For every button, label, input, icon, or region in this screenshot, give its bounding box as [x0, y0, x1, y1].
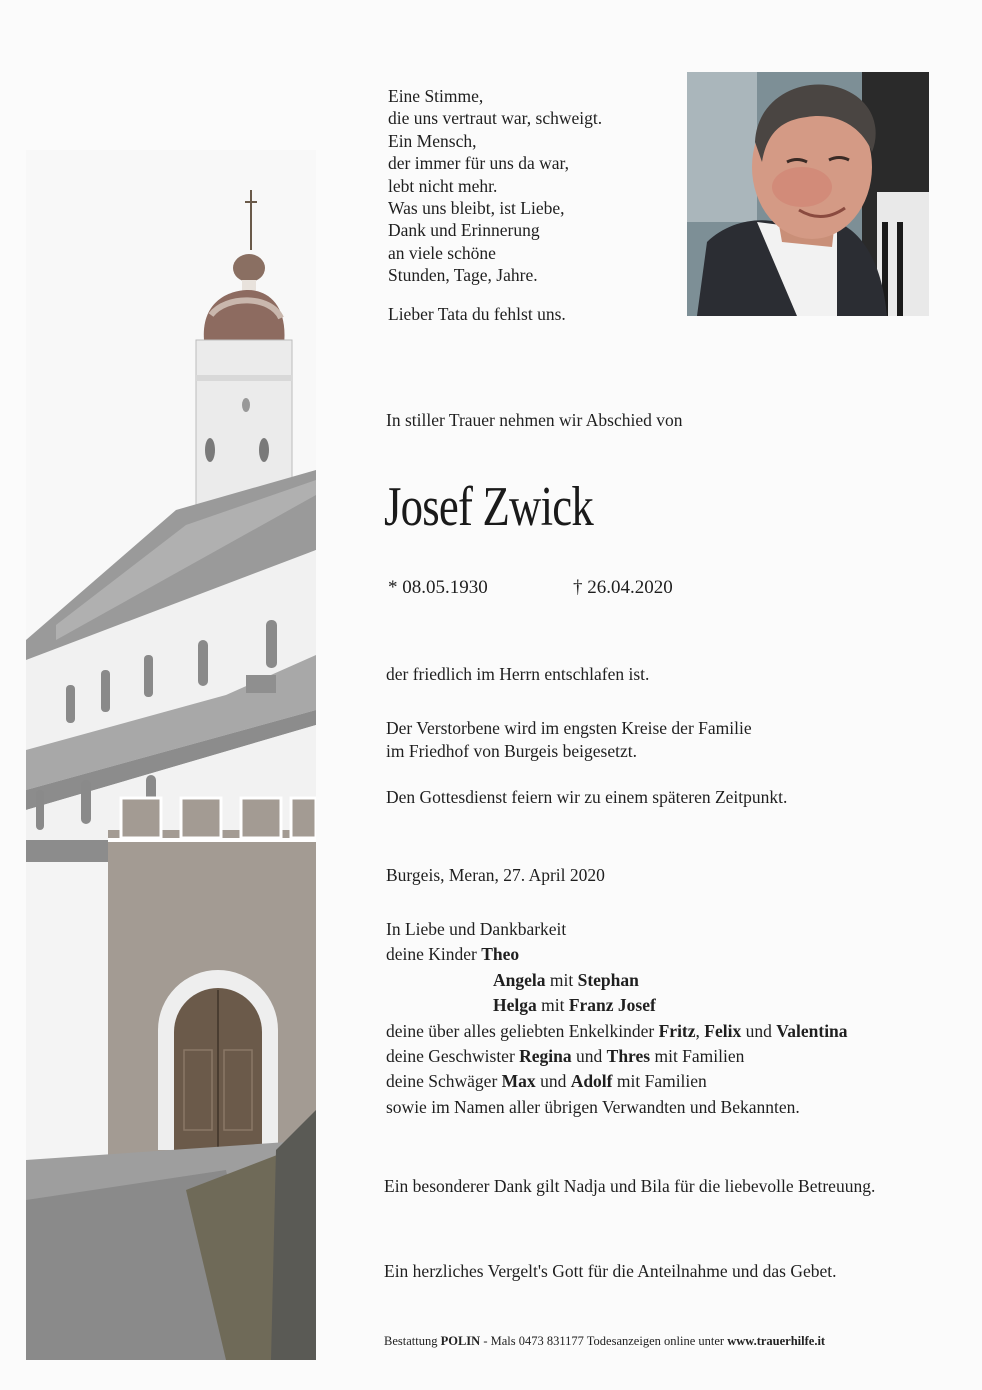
mourners-list — [386, 918, 848, 1121]
grandchildren-row — [386, 1020, 848, 1045]
separator: , — [695, 1020, 705, 1041]
inlaws-prefix: deine Schwäger — [386, 1071, 502, 1092]
burial-text — [386, 717, 752, 762]
inlaw-name: Max — [501, 1071, 536, 1092]
inlaws-row — [386, 1070, 848, 1095]
with-word: mit — [536, 995, 569, 1016]
children-row — [386, 994, 848, 1019]
grandchildren-prefix: deine über alles geliebten Enkelkinder — [386, 1020, 659, 1041]
poem-line: an viele schöne — [388, 242, 496, 263]
partner-name: Stephan — [577, 969, 639, 990]
and-word: und — [535, 1071, 571, 1092]
poem-line: Dank und Erinnerung — [388, 220, 540, 241]
with-word: mit — [545, 969, 578, 990]
poem-line: Ein Mensch, — [388, 130, 477, 151]
families-suffix: mit Familien — [612, 1071, 707, 1092]
deceased-name: Josef Zwick — [384, 476, 593, 538]
poem — [388, 85, 602, 287]
sibling-name: Thres — [606, 1045, 651, 1066]
mourners-opening: In Liebe und Dankbarkeit — [386, 919, 567, 939]
siblings-row — [386, 1045, 848, 1070]
poem-line: Was uns bleibt, ist Liebe, — [388, 197, 565, 218]
place-date: Burgeis, Meran, 27. April 2020 — [386, 865, 605, 885]
children-row — [386, 969, 848, 994]
footer-contact: - Mals 0473 831177 Todesanzeigen online unter — [480, 1334, 728, 1348]
poem-line: Stunden, Tage, Jahre. — [388, 265, 538, 286]
birth-date: * 08.05.1930 — [388, 577, 488, 598]
footer — [384, 1334, 825, 1349]
grandchild-name: Fritz — [658, 1020, 696, 1041]
children-prefix: deine Kinder — [386, 944, 482, 965]
grandchild-name: Valentina — [776, 1020, 848, 1041]
siblings-prefix: deine Geschwister — [386, 1045, 520, 1066]
others-row: sowie im Namen aller übrigen Verwandten und Bekannten. — [386, 1096, 800, 1117]
funeral-company: POLIN — [440, 1334, 481, 1348]
child-name: Helga — [493, 995, 537, 1016]
farewell-line: Lieber Tata du fehlst uns. — [388, 304, 566, 324]
inlaw-name: Adolf — [570, 1071, 613, 1092]
intro-line: In stiller Trauer nehmen wir Abschied von — [386, 410, 683, 430]
footer-prefix: Bestattung — [384, 1334, 441, 1348]
child-name: Angela — [493, 969, 546, 990]
partner-name: Franz Josef — [568, 995, 656, 1016]
poem-line: der immer für uns da war, — [388, 153, 570, 174]
passed-text: der friedlich im Herrn entschlafen ist. — [386, 664, 650, 684]
children-row — [386, 943, 848, 968]
and-word: und — [741, 1020, 777, 1041]
death-date: † 26.04.2020 — [573, 577, 673, 598]
burial-line: im Friedhof von Burgeis beigesetzt. — [386, 740, 637, 761]
website-link[interactable]: www.trauerhilfe.it — [727, 1334, 826, 1348]
thanks-participation: Ein herzliches Vergelt's Gott für die Anteilnahme und das Gebet. — [384, 1261, 837, 1281]
sibling-name: Regina — [519, 1045, 572, 1066]
service-text: Den Gottesdienst feiern wir zu einem späteren Zeitpunkt. — [386, 787, 788, 807]
poem-line: die uns vertraut war, schweigt. — [388, 108, 603, 129]
poem-line: lebt nicht mehr. — [388, 175, 498, 196]
church-photo — [26, 150, 316, 1360]
poem-line: Eine Stimme, — [388, 86, 484, 106]
and-word: und — [571, 1045, 607, 1066]
families-suffix: mit Familien — [650, 1045, 745, 1066]
child-name: Theo — [481, 944, 520, 965]
grandchild-name: Felix — [704, 1020, 742, 1041]
burial-line: Der Verstorbene wird im engsten Kreise der Familie — [386, 718, 752, 738]
thanks-care: Ein besonderer Dank gilt Nadja und Bila für die liebevolle Betreuung. — [384, 1176, 876, 1196]
portrait-photo — [687, 72, 929, 316]
